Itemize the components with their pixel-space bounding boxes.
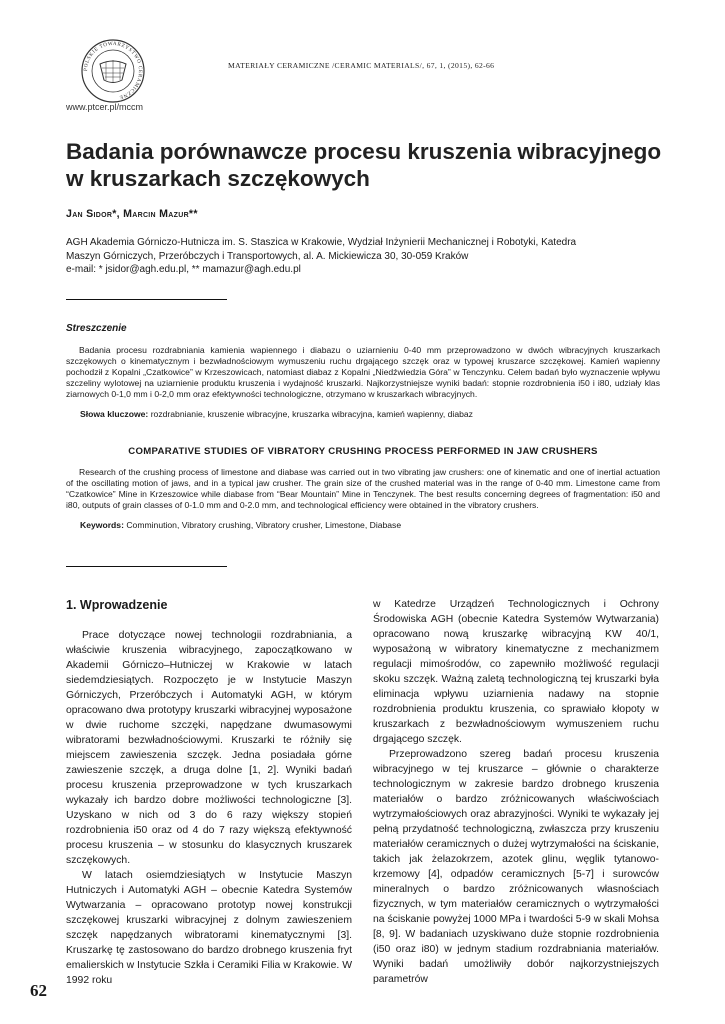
affiliation-line-1: AGH Akademia Górniczo-Hutnicza im. S. Staszica w Krakowie, Wydział Inżynierii Mechanicznej i Robotyki, Katedra xyxy=(66,237,577,248)
paragraph: w Katedrze Urządzeń Technologicznych i Ochrony Środowiska AGH (obecnie Katedra Systemów Wytwarzania) opracowano nową kruszarkę wibracyjną KW 40/1, wyposażoną w wibratory kinematyczne z mechanizmem regulacji mimośrodów, co zapewniło możliwość regulacji skoku szczęk. Ważną zaletą technologiczną tej kruszarki była eliminacja wpływu uziarnienia nadawy na stopnie rozdrobnienia produktu kruszenia, co sprawiało kłopoty w kruszarkach z bezwładnościowym wymuszeniem ruchu drgającego szczęk. xyxy=(373,599,659,745)
section-heading: 1. Wprowadzenie xyxy=(66,598,168,612)
authors: Jan Sidor*, Marcin Mazur** xyxy=(66,208,198,220)
paragraph: Prace dotyczące nowej technologii rozdrabniania, a właściwie kruszenia wibracyjnego, zapoczątkowano w Akademii Górniczo–Hutniczej w Krakowie w latach siedemdziesiątych. Rozpoczęto je w Instytucie Maszyn Górniczych, Przeróbczych i Automatyki AGH, w którym opracowano dwa prototypy kruszarki wibracyjnej wyposażone w dwie ruchome szczęki, napędzane dwumasowymi wibratorami bezwładnościowymi. Kruszarki te różniły się miejscem zawieszenia szczęk. Jedna posiadała górne zawieszenie szczęk, a druga dolne [1, 2]. Wyniki badań procesu kruszenia przeprowadzone w tych kruszarkach wykazały ich bardzo dobre możliwości technologiczne [3]. Uzyskano w nich od 3 do 6 razy większy stopień rozdrobnienia i50 oraz od 4 do 7 razy większą efektywność procesu kruszenia – w stosunku do klasycznych kruszarek szczękowych. xyxy=(66,630,352,866)
abstract-en-text: Research of the crushing process of limestone and diabase was carried out in two vibrating jaw crushers: one of kinematic and one of inertial actuation of the oscillating motion of jaws, and in a typical jaw crusher. The grain size of the crushed material was in the range of 0-40 mm. Limestone came from “Czatkowice” Mine in Krzeszowice while diabase from “Bear Mountain” Mine in Tenczynek. The best results concerning degrees of fragmentation: i50 and i80, outputs of grain classes of 0-1.0 mm and 0-2.0 mm, and technological efficiency were obtained in the vibratory crushers. xyxy=(66,467,660,511)
affiliation xyxy=(66,236,686,277)
affiliation-line-2: Maszyn Górniczych, Przeróbczych i Transportowych, al. A. Mickiewicza 30, 30-059 Kraków xyxy=(66,250,469,262)
right-column xyxy=(373,597,659,987)
left-column xyxy=(66,597,352,988)
journal-url[interactable]: www.ptcer.pl/mccm xyxy=(66,102,144,112)
divider xyxy=(66,566,227,567)
article-title: Badania porównawcze procesu kruszenia wibracyjnego w kruszarkach szczękowych xyxy=(66,139,662,191)
logo-ring-text: POLSKIE TOWARZYSTWO CERAMICZNE xyxy=(82,40,144,101)
paragraph: Przeprowadzono szereg badań procesu kruszenia wibracyjnego w tej kruszarce – głównie o charakterze technologicznym w zakresie bardzo drobnego kruszenia materiałów o bardzo zróżnicowanych właściwościach wytrzymałościowych oraz abrazyjności. Wyniki te wykazały jej pełną przydatność technologiczną, zwłaszcza przy kruszeniu materiałów ceramicznych o dużej wytrzymałości na ściskanie, takich jak żelazokrzem, azotek glinu, węglik tytanowo-krzemowy [4], odpadów ceramicznych [5-7] i surowców mineralnych o bardzo zróżnicowanych własnościach fizycznych, w tym materiałów ceramicznych o wytrzymałości na ściskanie powyżej 1000 MPa i twardości 5-9 w skali Mohsa [8, 9]. W badaniach uzyskiwano duże stopnie rozdrobnienia (i50 oraz i80) w jednym stadium rozdrabniania materiałów. Wyniki badań umożliwiły dobór najkorzystniejszych parametrów xyxy=(373,749,659,985)
abstract-pl-text: Badania procesu rozdrabniania kamienia wapiennego i diabazu o uziarnieniu 0-40 mm przeprowadzono w dwóch wibracyjnych kruszarkach szczękowych o kinematycznym i bezwładnościowym wymuszeniu ruchu drgającego szczęk oraz w typowej kruszarce szczękowej. Kamień wapienny pochodził z Kopalni „Czatkowice” w Krzeszowicach, natomiast diabaz z Kopalni „Niedźwiedzia Góra” w Tenczynku. Celem badań było wyznaczenie wpływu szczeliny wylotowej na uziarnienie produktu kruszenia i wydajność kruszarki. Najkorzystniejsze wyniki badań: stopnie rozdrobnienia i50 i i80, udziały klas ziarnowych 0-1,0 mm i 0-2,0 mm oraz efektywności technologiczne, otrzymano w kruszarkach wibracyjnych. xyxy=(66,345,660,400)
journal-citation: MATERIAŁY CERAMICZNE /CERAMIC MATERIALS/, 67, 1, (2015), 62-66 xyxy=(228,61,495,70)
society-logo xyxy=(80,38,146,104)
page-number: 62 xyxy=(30,981,47,1000)
abstract-heading: Streszczenie xyxy=(66,323,127,334)
keywords-en: Keywords: Comminution, Vibratory crushing, Vibratory crusher, Limestone, Diabase xyxy=(80,520,402,530)
email-line[interactable]: e-mail: * jsidor@agh.edu.pl, ** mamazur@agh.edu.pl xyxy=(66,264,301,275)
english-title: COMPARATIVE STUDIES OF VIBRATORY CRUSHING PROCESS PERFORMED IN JAW CRUSHERS xyxy=(128,446,598,457)
divider xyxy=(66,299,227,300)
paragraph: W latach osiemdziesiątych w Instytucie Maszyn Hutniczych i Automatyki AGH – obecnie Katedra Systemów Wytwarzania – opracowano prototyp nowej konstrukcji szczękowej kruszarki wibracyjnej z dolnym zawieszeniem szczęk napędzanych wibratorami kinematycznymi [3]. Kruszarkę tę zastosowano do bardzo drobnego kruszenia fryt emalierskich w Instytucie Szkła i Ceramiki Filia w Krakowie. W 1992 roku xyxy=(66,870,352,986)
keywords-pl: Słowa kluczowe: rozdrabnianie, kruszenie wibracyjne, kruszarka wibracyjna, kamień wapienny, diabaz xyxy=(80,409,473,419)
